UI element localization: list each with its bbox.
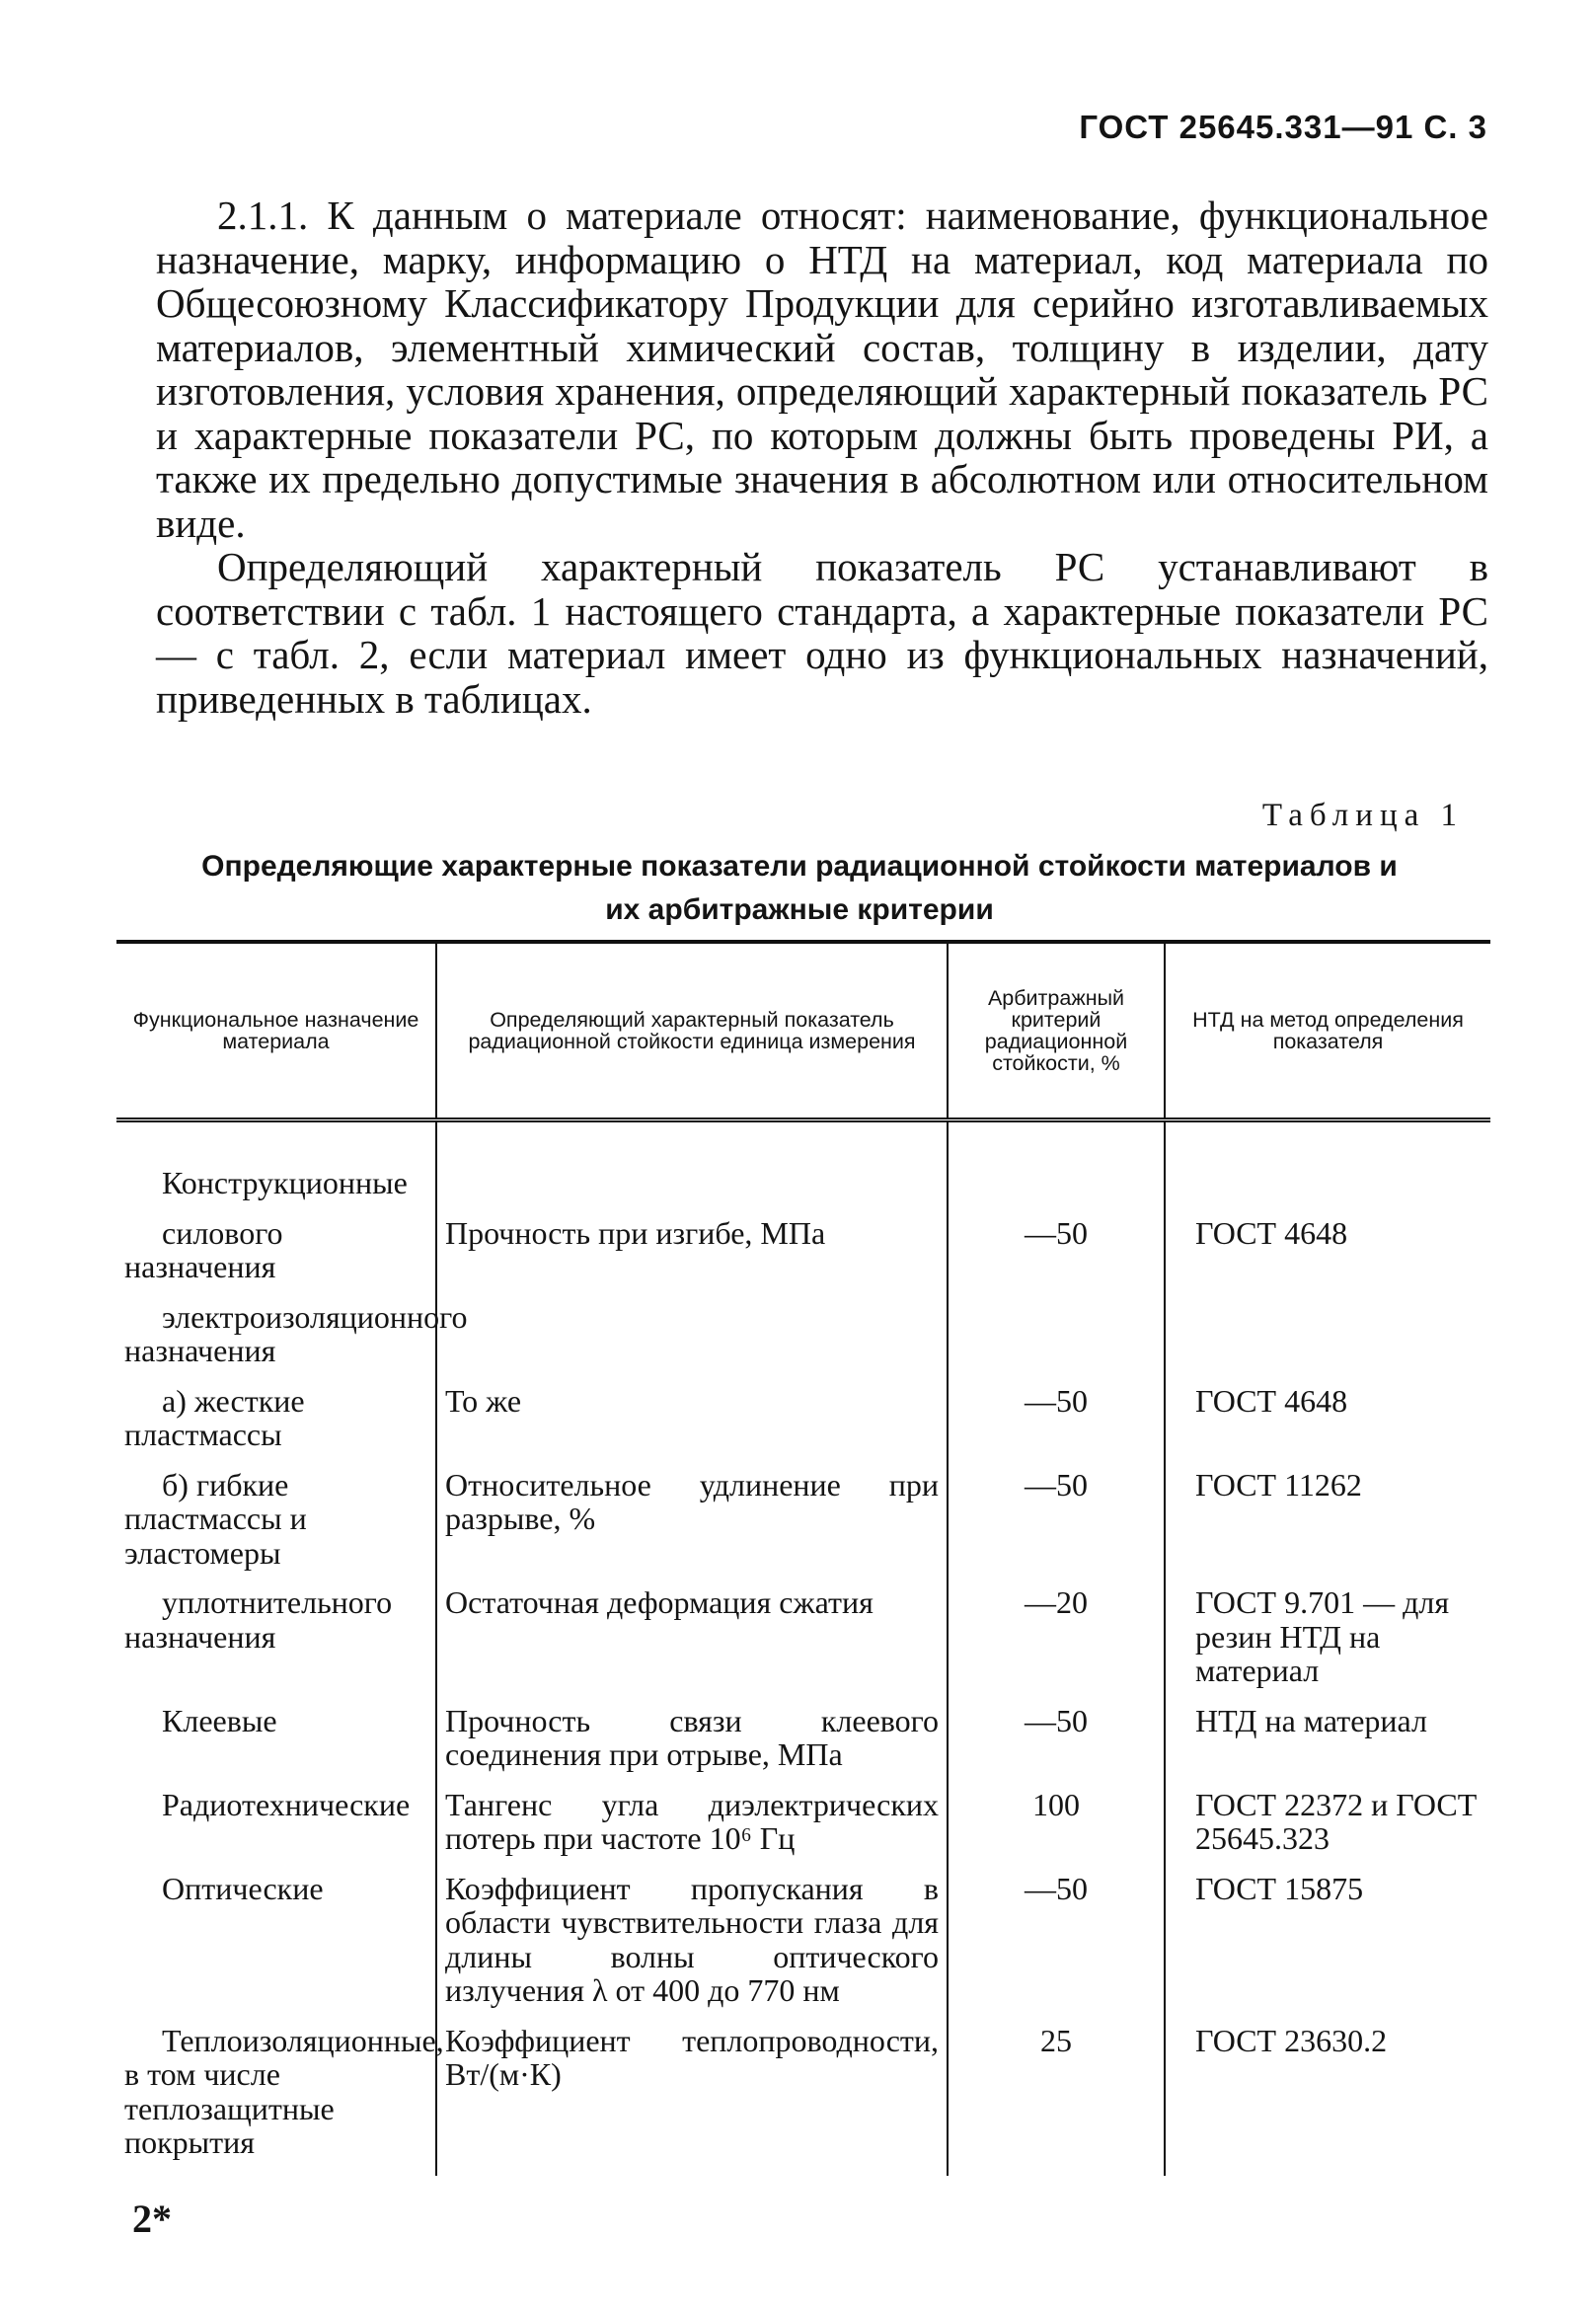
table-1 — [116, 940, 1490, 2176]
criterion-cell: —20 — [948, 1585, 1165, 1704]
function-cell: б) гибкие пластмассы и эластомеры — [124, 1466, 307, 1571]
column-header: НТД на метод определения показателя — [1165, 942, 1490, 1120]
table-row — [116, 1704, 1490, 1788]
table-label: Таблица 1 — [1261, 798, 1464, 833]
function-cell: а) жесткие пластмассы — [124, 1382, 305, 1452]
table-row — [116, 1788, 1490, 1872]
criterion-cell: 25 — [948, 2024, 1165, 2176]
column-header: Функциональное назначение материала — [132, 1008, 419, 1053]
function-cell: уплотнительного назначения — [124, 1584, 393, 1655]
ntd-cell: ГОСТ 4648 — [1165, 1384, 1490, 1468]
ntd-cell: ГОСТ 11262 — [1165, 1468, 1490, 1586]
ntd-cell: ГОСТ 22372 и ГОСТ 25645.323 — [1165, 1788, 1490, 1872]
table-row — [116, 1120, 1490, 1216]
function-cell: Конструкционные — [162, 1165, 408, 1200]
body-text — [156, 193, 1488, 721]
criterion-cell — [948, 1120, 1165, 1216]
table-row — [116, 1585, 1490, 1704]
function-cell: электроизоляционного назначения — [124, 1298, 468, 1368]
indicator-cell: Относительное удлинение при разрыве, % — [436, 1468, 948, 1586]
paragraph: Определяющий характерный показатель РС устанавливают в соответствии с табл. 1 настоящего стандарта, а характерные показатели РС — с табл. 2, если материал имеет одно из функциональных назначений, приведенных в таблицах. — [156, 544, 1488, 722]
indicator-cell: Прочность связи клеевого соединения при отрыве, МПа — [436, 1704, 948, 1788]
function-cell: силового назначения — [124, 1214, 283, 1284]
function-cell: Теплоизоляционные, в том числе теплозащитные покрытия — [124, 2022, 444, 2160]
criterion-cell: —50 — [948, 1216, 1165, 1300]
indicator-cell — [436, 1120, 948, 1216]
ntd-cell: ГОСТ 23630.2 — [1165, 2024, 1490, 2176]
criterion-cell: —50 — [948, 1704, 1165, 1788]
column-header: Арбитражный критерий радиационной стойкости, % — [948, 942, 1165, 1120]
criterion-cell — [948, 1300, 1165, 1384]
indicator-cell: Прочность при изгибе, МПа — [436, 1216, 948, 1300]
indicator-cell: Коэффициент пропускания в области чувствительности глаза для длины волны оптического излучения λ от 400 до 770 нм — [436, 1872, 948, 2024]
indicator-cell — [436, 1300, 948, 1384]
function-cell: Оптические — [162, 1870, 324, 1906]
page-header: ГОСТ 25645.331—91 С. 3 — [1079, 109, 1487, 145]
table-row — [116, 1872, 1490, 2024]
table-row — [116, 1216, 1490, 1300]
criterion-cell: —50 — [948, 1872, 1165, 2024]
indicator-cell: Коэффициент теплопроводности, Вт/(м·К) — [436, 2024, 948, 2176]
ntd-cell — [1165, 1120, 1490, 1216]
table-row — [116, 1300, 1490, 1384]
indicator-cell: То же — [436, 1384, 948, 1468]
table-row — [116, 1468, 1490, 1586]
table-header-row — [116, 942, 1490, 1120]
criterion-cell: —50 — [948, 1384, 1165, 1468]
table-row — [116, 1384, 1490, 1468]
ntd-cell: НТД на материал — [1165, 1704, 1490, 1788]
ntd-cell: ГОСТ 15875 — [1165, 1872, 1490, 2024]
function-cell: Клеевые — [162, 1702, 277, 1738]
column-header: Определяющий характерный показатель радиационной стойкости единица измерения — [436, 942, 948, 1120]
table-body — [116, 1120, 1490, 2176]
function-cell: Радиотехнические — [162, 1786, 411, 1822]
table-row — [116, 2024, 1490, 2176]
criterion-cell: —50 — [948, 1468, 1165, 1586]
ntd-cell: ГОСТ 4648 — [1165, 1216, 1490, 1300]
indicator-cell: Остаточная деформация сжатия — [436, 1585, 948, 1704]
ntd-cell — [1165, 1300, 1490, 1384]
indicator-cell: Тангенс угла диэлектрических потерь при частоте 10⁶ Гц — [436, 1788, 948, 1872]
criterion-cell: 100 — [948, 1788, 1165, 1872]
table-title: Определяющие характерные показатели радиационной стойкости материалов и их арбитражные критерии — [201, 850, 1398, 926]
signature-mark: 2* — [132, 2196, 172, 2241]
paragraph: 2.1.1. К данным о материале относят: наименование, функциональное назначение, марку, информацию о НТД на материал, код материала по Общесоюзному Классификатору Продукции для серийно изготавливаемых материалов, элементный химический состав, толщину в изделии, дату изготовления, условия хранения, определяющий характерный показатель РС и характерные показатели РС, по которым должны быть проведены РИ, а также их предельно допустимые значения в абсолютном или относительном виде. — [156, 193, 1488, 546]
ntd-cell: ГОСТ 9.701 — для резин НТД на материал — [1165, 1585, 1490, 1704]
